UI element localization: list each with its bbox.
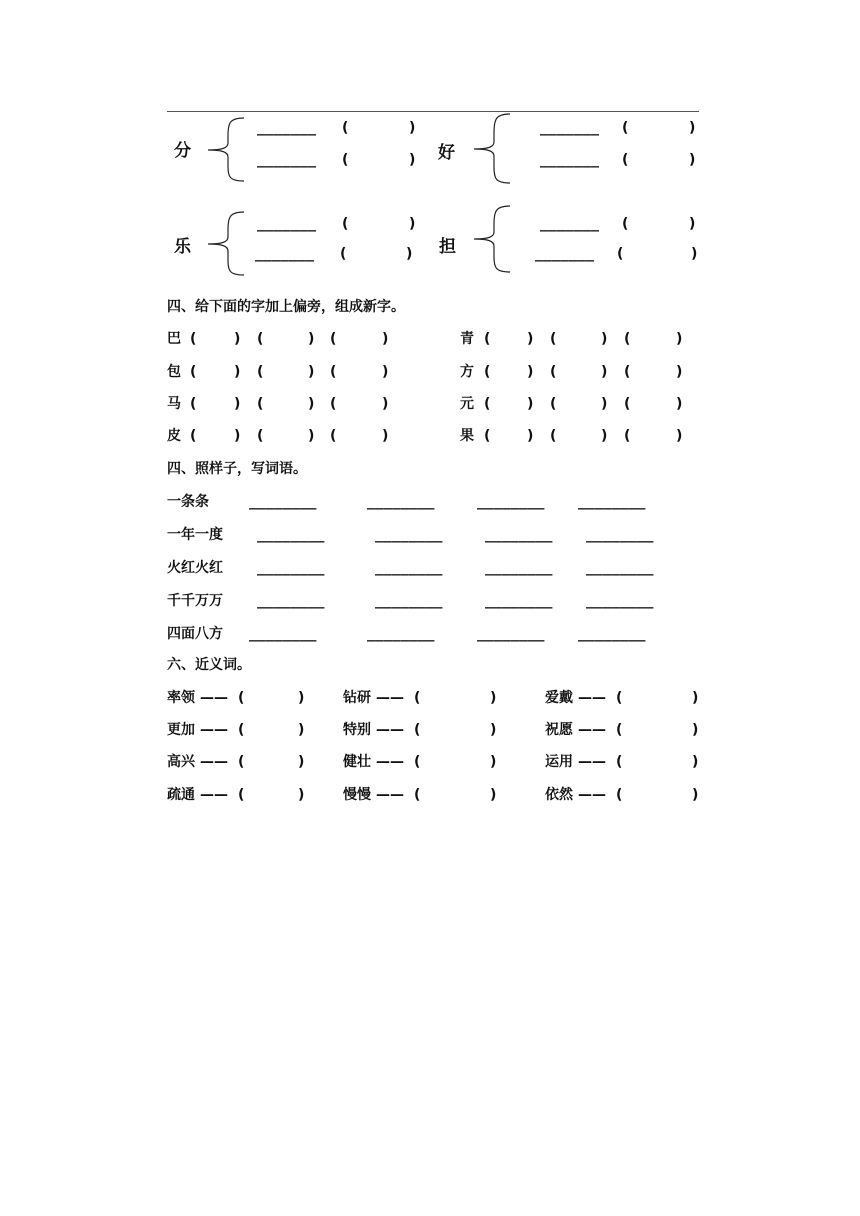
synonym-word: 爱戴 bbox=[545, 690, 573, 706]
pattern-blank[interactable]: ________ bbox=[367, 626, 435, 642]
synonym-dash: —— bbox=[578, 690, 606, 706]
paren-open: ( bbox=[190, 396, 197, 412]
synonym-dash: —— bbox=[200, 690, 228, 706]
paren-close: ) bbox=[308, 428, 315, 444]
paren-open: ( bbox=[330, 364, 337, 380]
blank-hao-2[interactable]: _______ bbox=[540, 152, 600, 168]
paren-close: ) bbox=[676, 364, 683, 380]
blank-fen-2[interactable]: _______ bbox=[257, 152, 317, 168]
synonym-word: 疏通 bbox=[167, 787, 195, 803]
radical-char: 巴 bbox=[167, 331, 181, 347]
synonym-dash: —— bbox=[200, 787, 228, 803]
paren-open-hao-2: ( bbox=[622, 152, 629, 168]
paren-close-le-2: ) bbox=[406, 246, 413, 262]
paren-open-le-2: ( bbox=[340, 246, 347, 262]
blank-dan-1[interactable]: _______ bbox=[540, 216, 600, 232]
pattern-blank[interactable]: ________ bbox=[477, 494, 545, 510]
pattern-example: 火红火红 bbox=[167, 560, 223, 576]
paren-close: ) bbox=[382, 331, 389, 347]
paren-close-hao-1: ) bbox=[689, 120, 696, 136]
pattern-blank[interactable]: ________ bbox=[375, 527, 443, 543]
pattern-blank[interactable]: ________ bbox=[586, 560, 654, 576]
paren-close-fen-1: ) bbox=[409, 120, 416, 136]
pattern-blank[interactable]: ________ bbox=[375, 593, 443, 609]
synonym-dash: —— bbox=[200, 722, 228, 738]
paren-open: ( bbox=[616, 722, 623, 738]
paren-open: ( bbox=[624, 331, 631, 347]
pattern-blank[interactable]: ________ bbox=[257, 560, 325, 576]
pattern-blank[interactable]: ________ bbox=[578, 494, 646, 510]
paren-close: ) bbox=[601, 428, 608, 444]
synonym-dash: —— bbox=[376, 690, 404, 706]
synonym-dash: —— bbox=[376, 754, 404, 770]
paren-close: ) bbox=[527, 428, 534, 444]
brace-fen bbox=[200, 115, 250, 185]
radical-char: 青 bbox=[460, 331, 474, 347]
paren-close-le-1: ) bbox=[409, 216, 416, 232]
radical-char: 包 bbox=[167, 364, 181, 380]
paren-close: ) bbox=[234, 396, 241, 412]
paren-close: ) bbox=[676, 396, 683, 412]
paren-open: ( bbox=[257, 396, 264, 412]
paren-open: ( bbox=[238, 722, 245, 738]
brace-hao bbox=[466, 111, 516, 187]
paren-open: ( bbox=[190, 331, 197, 347]
paren-open: ( bbox=[624, 396, 631, 412]
paren-open-fen-1: ( bbox=[342, 120, 349, 136]
paren-close: ) bbox=[692, 690, 699, 706]
char-le: 乐 bbox=[174, 237, 191, 257]
paren-close: ) bbox=[298, 787, 305, 803]
paren-open-dan-1: ( bbox=[622, 216, 629, 232]
pattern-blank[interactable]: ________ bbox=[367, 494, 435, 510]
synonym-word: 特别 bbox=[343, 722, 371, 738]
paren-close: ) bbox=[490, 787, 497, 803]
paren-open: ( bbox=[550, 396, 557, 412]
paren-open: ( bbox=[550, 331, 557, 347]
paren-close: ) bbox=[692, 722, 699, 738]
pattern-blank[interactable]: ________ bbox=[586, 593, 654, 609]
paren-open: ( bbox=[238, 754, 245, 770]
paren-close: ) bbox=[382, 364, 389, 380]
paren-close: ) bbox=[490, 690, 497, 706]
paren-open: ( bbox=[190, 364, 197, 380]
pattern-blank[interactable]: ________ bbox=[578, 626, 646, 642]
paren-close: ) bbox=[527, 364, 534, 380]
pattern-blank[interactable]: ________ bbox=[249, 626, 317, 642]
paren-open: ( bbox=[484, 364, 491, 380]
paren-open: ( bbox=[330, 428, 337, 444]
paren-open: ( bbox=[550, 364, 557, 380]
synonym-dash: —— bbox=[200, 754, 228, 770]
synonym-dash: —— bbox=[578, 787, 606, 803]
paren-close: ) bbox=[308, 364, 315, 380]
paren-open: ( bbox=[190, 428, 197, 444]
pattern-blank[interactable]: ________ bbox=[586, 527, 654, 543]
paren-close: ) bbox=[692, 754, 699, 770]
pattern-blank[interactable]: ________ bbox=[257, 593, 325, 609]
synonym-word: 健壮 bbox=[343, 754, 371, 770]
paren-close: ) bbox=[382, 428, 389, 444]
paren-open: ( bbox=[414, 690, 421, 706]
paren-close: ) bbox=[308, 396, 315, 412]
paren-open: ( bbox=[238, 787, 245, 803]
synonym-word: 率领 bbox=[167, 690, 195, 706]
radicals-heading: 四、给下面的字加上偏旁，组成新字。 bbox=[167, 299, 405, 315]
paren-open: ( bbox=[257, 364, 264, 380]
paren-close: ) bbox=[527, 396, 534, 412]
paren-close: ) bbox=[692, 787, 699, 803]
radical-char: 元 bbox=[460, 396, 474, 412]
paren-open: ( bbox=[330, 396, 337, 412]
paren-open: ( bbox=[616, 690, 623, 706]
paren-open: ( bbox=[414, 754, 421, 770]
paren-open: ( bbox=[616, 787, 623, 803]
blank-hao-1[interactable]: _______ bbox=[540, 120, 600, 136]
pattern-blank[interactable]: ________ bbox=[375, 560, 443, 576]
radical-char: 果 bbox=[460, 428, 474, 444]
pattern-example: 一条条 bbox=[167, 494, 209, 510]
paren-close: ) bbox=[527, 331, 534, 347]
paren-open: ( bbox=[550, 428, 557, 444]
blank-fen-1[interactable]: _______ bbox=[257, 120, 317, 136]
pattern-blank[interactable]: ________ bbox=[485, 593, 553, 609]
paren-open: ( bbox=[257, 331, 264, 347]
synonym-word: 更加 bbox=[167, 722, 195, 738]
paren-close: ) bbox=[298, 690, 305, 706]
paren-open-hao-1: ( bbox=[622, 120, 629, 136]
synonym-dash: —— bbox=[578, 754, 606, 770]
synonym-dash: —— bbox=[376, 787, 404, 803]
char-fen: 分 bbox=[174, 141, 191, 161]
pattern-blank[interactable]: ________ bbox=[485, 527, 553, 543]
top-rule bbox=[167, 111, 699, 112]
paren-close: ) bbox=[490, 722, 497, 738]
paren-close-dan-1: ) bbox=[689, 216, 696, 232]
paren-close-dan-2: ) bbox=[691, 246, 698, 262]
paren-close: ) bbox=[601, 364, 608, 380]
paren-close: ) bbox=[676, 331, 683, 347]
paren-open-le-1: ( bbox=[342, 216, 349, 232]
radical-char: 皮 bbox=[167, 428, 181, 444]
char-dan: 担 bbox=[439, 237, 456, 257]
synonym-word: 慢慢 bbox=[343, 787, 371, 803]
blank-le-1[interactable]: _______ bbox=[257, 216, 317, 232]
paren-open: ( bbox=[624, 428, 631, 444]
pattern-example: 千千万万 bbox=[167, 593, 223, 609]
radical-char: 马 bbox=[167, 396, 181, 412]
pattern-blank[interactable]: ________ bbox=[257, 527, 325, 543]
pattern-example: 四面八方 bbox=[167, 626, 223, 642]
paren-open: ( bbox=[484, 428, 491, 444]
brace-dan bbox=[466, 203, 516, 275]
paren-open: ( bbox=[238, 690, 245, 706]
char-hao: 好 bbox=[438, 143, 455, 163]
synonym-word: 钻研 bbox=[343, 690, 371, 706]
pattern-blank[interactable]: ________ bbox=[485, 560, 553, 576]
synonym-dash: —— bbox=[578, 722, 606, 738]
paren-close: ) bbox=[234, 364, 241, 380]
paren-open: ( bbox=[330, 331, 337, 347]
pattern-blank[interactable]: ________ bbox=[249, 494, 317, 510]
paren-open: ( bbox=[414, 722, 421, 738]
synonyms-heading: 六、近义词。 bbox=[167, 657, 251, 673]
patterns-heading: 四、照样子，写词语。 bbox=[167, 461, 307, 477]
paren-open: ( bbox=[616, 754, 623, 770]
synonym-dash: —— bbox=[376, 722, 404, 738]
paren-open-dan-2: ( bbox=[617, 246, 624, 262]
paren-open: ( bbox=[257, 428, 264, 444]
pattern-blank[interactable]: ________ bbox=[477, 626, 545, 642]
paren-close: ) bbox=[601, 331, 608, 347]
synonym-word: 高兴 bbox=[167, 754, 195, 770]
pattern-example: 一年一度 bbox=[167, 527, 223, 543]
synonym-word: 祝愿 bbox=[545, 722, 573, 738]
paren-close-fen-2: ) bbox=[409, 152, 416, 168]
paren-open: ( bbox=[624, 364, 631, 380]
paren-close: ) bbox=[490, 754, 497, 770]
paren-close: ) bbox=[676, 428, 683, 444]
synonym-word: 运用 bbox=[545, 754, 573, 770]
paren-open: ( bbox=[414, 787, 421, 803]
paren-open-fen-2: ( bbox=[342, 152, 349, 168]
blank-dan-2[interactable]: _______ bbox=[535, 246, 595, 262]
brace-le bbox=[200, 209, 250, 279]
blank-le-2[interactable]: _______ bbox=[255, 246, 315, 262]
synonym-word: 依然 bbox=[545, 787, 573, 803]
paren-close: ) bbox=[601, 396, 608, 412]
paren-close: ) bbox=[298, 754, 305, 770]
paren-close: ) bbox=[382, 396, 389, 412]
radical-char: 方 bbox=[460, 364, 474, 380]
paren-close-hao-2: ) bbox=[689, 152, 696, 168]
paren-open: ( bbox=[484, 396, 491, 412]
paren-close: ) bbox=[234, 428, 241, 444]
paren-open: ( bbox=[484, 331, 491, 347]
paren-close: ) bbox=[298, 722, 305, 738]
paren-close: ) bbox=[234, 331, 241, 347]
paren-close: ) bbox=[308, 331, 315, 347]
